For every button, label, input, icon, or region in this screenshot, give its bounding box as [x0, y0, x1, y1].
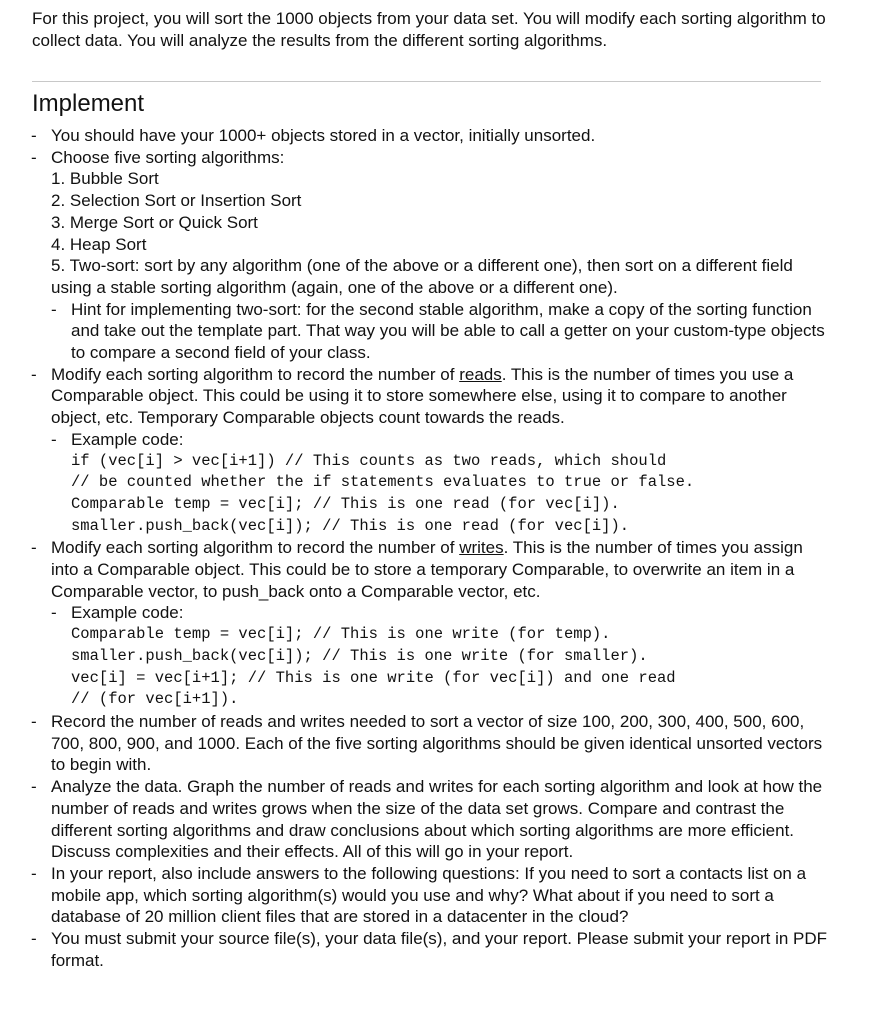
list-item-text: In your report, also include answers to the following questions: If you need to sort a contacts list on a mobile app, which sorting algorithm(s) would you use and why? What about if you need to sort a database of 20 million client files that are stored in a datacenter in the cloud? [51, 863, 807, 927]
bullet-dash: - [51, 429, 57, 449]
algorithm-two-sort: 5. Two-sort: sort by any algorithm (one of the above or a different one), then sort on a different field using a stable sorting algorithm (again, one of the above or a different one). [51, 256, 793, 297]
requirements-list [0, 125, 876, 971]
list-item-text-post: . This is the number of times you assign into a Comparable object. This could be to store a temporary Comparable, to overwrite an item in a Comparable vector, to push_back onto a Comparable vector, etc. [51, 538, 803, 601]
list-item-analyze-data [0, 776, 876, 863]
example-label: Example code: [71, 429, 184, 449]
list-item-record-sizes [0, 711, 876, 776]
bullet-dash: - [31, 863, 37, 883]
algorithm-heap-sort: 4. Heap Sort [51, 234, 147, 254]
list-item-report-questions [0, 863, 876, 928]
list-item-text: Record the number of reads and writes needed to sort a vector of size 100, 200, 300, 400, 500, 600, 700, 800, 900, and 1000. Each of the five sorting algorithms should be given identical unsorted vectors to begin with. [51, 711, 823, 775]
code-line: Comparable temp = vec[i]; // This is one write (for temp). [71, 625, 611, 644]
code-line: // be counted whether the if statements evaluates to true or false. [71, 473, 695, 492]
code-line: smaller.push_back(vec[i]); // This is one write (for smaller). [71, 646, 648, 665]
list-item-text-pre: Modify each sorting algorithm to record the number of [51, 538, 460, 558]
writes-example-subitem [51, 602, 828, 711]
list-item-text: You must submit your source file(s), your data file(s), and your report. Please submit your report in PDF format. [51, 929, 828, 970]
list-item-text-post: . This is the number of times you use a Comparable object. This could be using it to store somewhere else, using it to compare to another object, etc. Temporary Comparable objects count towards the reads. [51, 364, 794, 428]
writes-underlined-term: writes [459, 538, 504, 558]
code-line: Comparable temp = vec[i]; // This is one read (for vec[i]). [71, 494, 620, 513]
algorithm-merge-quick-sort: 3. Merge Sort or Quick Sort [51, 212, 258, 232]
bullet-dash: - [51, 299, 57, 319]
hint-text: Hint for implementing two-sort: for the second stable algorithm, make a copy of the sorting function and take out the template part. That way you will be able to call a getter on your custom-type objects to compare a second field of your class. [71, 299, 825, 363]
list-item-submission [0, 928, 876, 971]
code-line: vec[i] = vec[i+1]; // This is one write (for vec[i]) and one read [71, 668, 676, 687]
code-line: smaller.push_back(vec[i]); // This is one read (for vec[i]). [71, 516, 630, 535]
section-divider [32, 81, 821, 82]
list-item-text: Analyze the data. Graph the number of reads and writes for each sorting algorithm and look at how the number of reads and writes grows when the size of the data set grows. Compare and contrast the different sorting algorithms and draw conclusions about which sorting algorithms are more efficient. Discuss complexities and their effects. All of this will go in your report. [51, 777, 823, 862]
hint-subitem [51, 299, 828, 364]
bullet-dash: - [51, 603, 57, 623]
list-item-text: You should have your 1000+ objects stored in a vector, initially unsorted. [51, 126, 596, 145]
algorithm-selection-insertion-sort: 2. Selection Sort or Insertion Sort [51, 191, 302, 211]
list-item-text: Choose five sorting algorithms: [51, 147, 285, 167]
section-heading: Implement [32, 90, 145, 117]
reads-underlined-term: reads [459, 364, 502, 384]
bullet-dash: - [31, 126, 37, 145]
bullet-dash: - [31, 364, 37, 384]
bullet-dash: - [31, 711, 37, 731]
algorithm-bubble-sort: 1. Bubble Sort [51, 169, 159, 189]
example-label: Example code: [71, 603, 184, 623]
list-item-vector-storage [0, 125, 876, 147]
bullet-dash: - [31, 777, 37, 797]
list-item-record-reads [0, 364, 876, 538]
reads-example-subitem [51, 429, 828, 538]
bullet-dash: - [31, 147, 37, 167]
list-item-record-writes [0, 537, 876, 711]
bullet-dash: - [31, 929, 37, 949]
intro-paragraph: For this project, you will sort the 1000 objects from your data set. You will modify each sorting algorithm to collect data. You will analyze the results from the different sorting algorithms. [32, 9, 826, 50]
list-item-choose-algorithms [0, 147, 876, 364]
list-item-text-pre: Modify each sorting algorithm to record the number of [51, 364, 460, 384]
code-line: if (vec[i] > vec[i+1]) // This counts as two reads, which should [71, 451, 667, 470]
code-line: // (for vec[i+1]). [71, 690, 239, 709]
bullet-dash: - [31, 538, 37, 558]
